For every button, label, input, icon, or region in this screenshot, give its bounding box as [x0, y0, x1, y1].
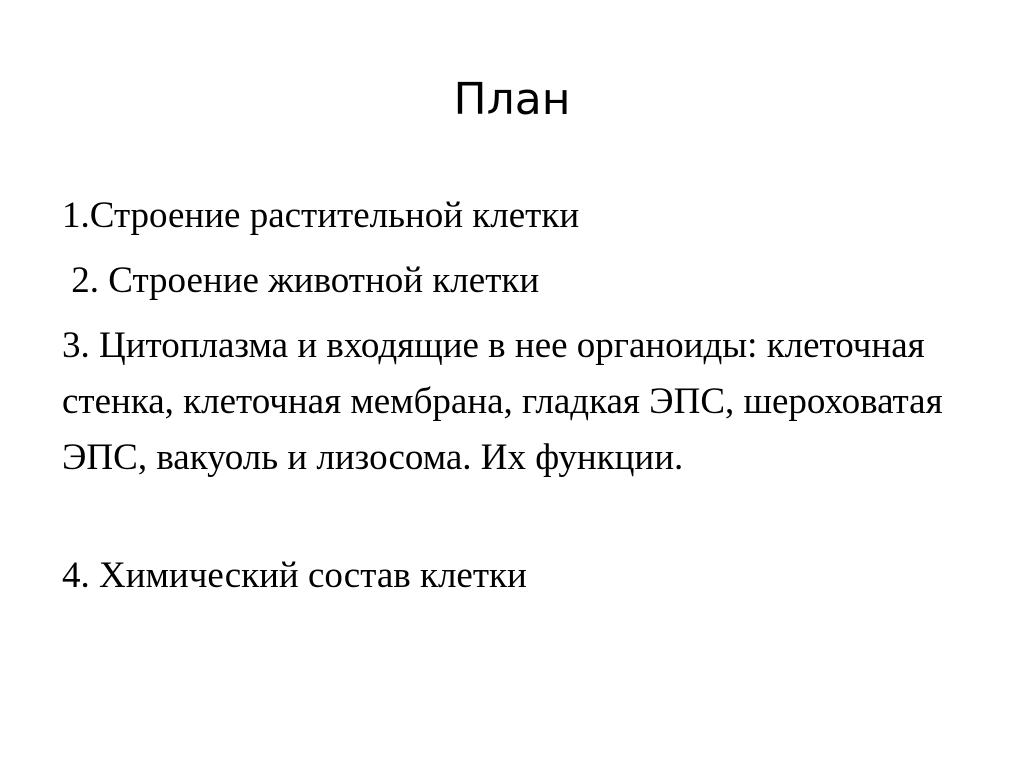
slide-title: План [453, 74, 571, 125]
plan-item-4: 4. Химический состав клетки [62, 555, 527, 596]
plan-item-1: 1.Строение растительной клетки [62, 195, 580, 236]
plan-item-2: 2. Строение животной клетки [62, 260, 540, 301]
plan-item-3: 3. Цитоплазма и входящие в нее органоиды: клеточная стенка, клеточная мембрана, гладкая ЭПС, шероховатая ЭПС, вакуоль и лизосома. Их функции. [62, 325, 943, 478]
